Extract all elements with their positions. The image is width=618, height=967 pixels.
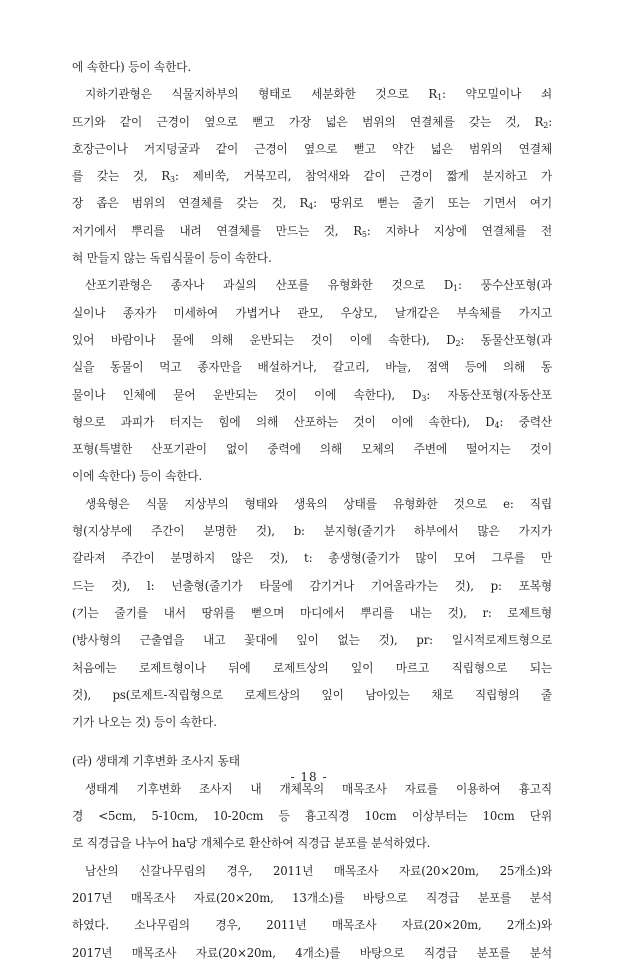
text-line: 것), ps(로제트-직립형으로 로제트상의 잎이 남아있는 채로 직립형의 줄: [72, 687, 552, 702]
text-line: 물이나 인체에 묻어 운반되는 것이 이에 속한다), $D_3$: 자동산포형(자동산포: [72, 387, 552, 403]
text-line: 2017년 매목조사 자료(20×20m, 4개소)를 바탕으로 직경급 분포를 분석: [72, 945, 552, 960]
text-line: 형으로 과피가 터지는 힘에 의해 산포하는 것이 이에 속한다), $D_4$: 중력산: [72, 414, 552, 430]
page-number: - 18 -: [290, 770, 328, 784]
text-line: 포형(특별한 산포기관이 없이 중력에 의해 모체의 주변에 떨어지는 것이: [72, 442, 552, 457]
text-line: 기가 나오는 것) 등이 속한다.: [72, 715, 217, 730]
text-line: 에 속한다) 등이 속한다.: [72, 60, 191, 74]
text-line: 장 좁은 범위의 연결체를 갖는 것, $R_4$: 땅위로 뻗는 줄기 또는 기면서 여기: [72, 196, 552, 212]
section-heading: (라) 생태계 기후변화 조사지 동태: [72, 754, 240, 769]
text-line: 생태계 기후변화 조사지 내 개체목의 매목조사 자료를 이용하여 흉고직: [85, 781, 552, 796]
text-line: 처음에는 로제트형이나 뒤에 로제트상의 잎이 마르고 직립형으로 되는: [72, 660, 552, 675]
section-gap: [72, 736, 552, 748]
text-line: (방사형의 근출엽을 내고 꽃대에 잎이 없는 것), pr: 일시적로제트형으로: [72, 633, 552, 648]
text-line: 지하기관형은 식물지하부의 형태로 세분화한 것으로 $R_1$: 약모밀이나 쇠: [85, 87, 552, 103]
text-line: 혀 만들지 않는 독립식물이 등이 속한다.: [72, 251, 272, 266]
text-line: (기는 줄기를 내서 땅위를 뻗으며 마디에서 뿌리를 내는 것), r: 로제트형: [72, 605, 552, 620]
text-line: 형(지상부에 주간이 분명한 것), b: 분지형(줄기가 하부에서 많은 가지가: [72, 524, 552, 539]
text-line: 하였다. 소나무림의 경우, 2011년 매목조사 자료(20×20m, 2개소)와: [72, 918, 552, 933]
text-line: 를 갖는 것, $R_3$: 제비쑥, 거북꼬리, 참억새와 같이 근경이 짧게 분지하고 가: [72, 169, 552, 185]
text-line: 있어 바람이나 물에 의해 운반되는 것이 이에 속한다), $D_2$: 동물산포형(과: [72, 332, 552, 348]
text-line: 뜨기와 같이 근경이 옆으로 뻗고 가장 넓은 범위의 연결체를 갖는 것, $R_2$:: [72, 114, 552, 130]
text-line: 2017년 매목조사 자료(20×20m, 13개소)를 바탕으로 직경급 분포를 분석: [72, 890, 552, 905]
text-line: 드는 것), l: 넌출형(줄기가 타물에 감기거나 기어올라가는 것), p: 포복형: [72, 578, 552, 593]
text-line: 산포기관형은 종자나 과실의 산포를 유형화한 것으로 $D_1$: 풍수산포형(과: [85, 278, 552, 294]
text-line: 호장근이나 거지덩굴과 같이 근경이 옆으로 뻗고 약간 넓은 범위의 연결체: [72, 141, 552, 156]
text-line: 경 <5cm, 5-10cm, 10-20cm 등 흉고직경 10cm 이상부터는 10cm 단위: [72, 809, 552, 824]
text-line: 남산의 신갈나무림의 경우, 2011년 매목조사 자료(20×20m, 25개소)와: [85, 863, 552, 878]
text-line: 저기에서 뿌리를 내려 연결체를 만드는 것, $R_5$: 지하나 지상에 연결체를 전: [72, 223, 552, 239]
text-line: 실이나 종자가 미세하여 가볍거나 관모, 우상모, 날개같은 부속체를 가지고: [72, 305, 552, 320]
text-line: 이에 속한다) 등이 속한다.: [72, 469, 203, 484]
text-line: 로 직경급을 나누어 ha당 개체수로 환산하여 직경급 분포를 분석하였다.: [72, 836, 431, 851]
text-line: 생육형은 식물 지상부의 형태와 생육의 상태를 유형화한 것으로 e: 직립: [85, 496, 552, 511]
text-line: 실을 동물이 먹고 종자만을 배설하거나, 갈고리, 바늘, 점액 등에 의해 동: [72, 360, 552, 375]
body-text: [72, 54, 552, 967]
text-line: 갈라져 주간이 분명하지 않은 것), t: 총생형(줄기가 많이 모여 그루를 만: [72, 551, 552, 566]
